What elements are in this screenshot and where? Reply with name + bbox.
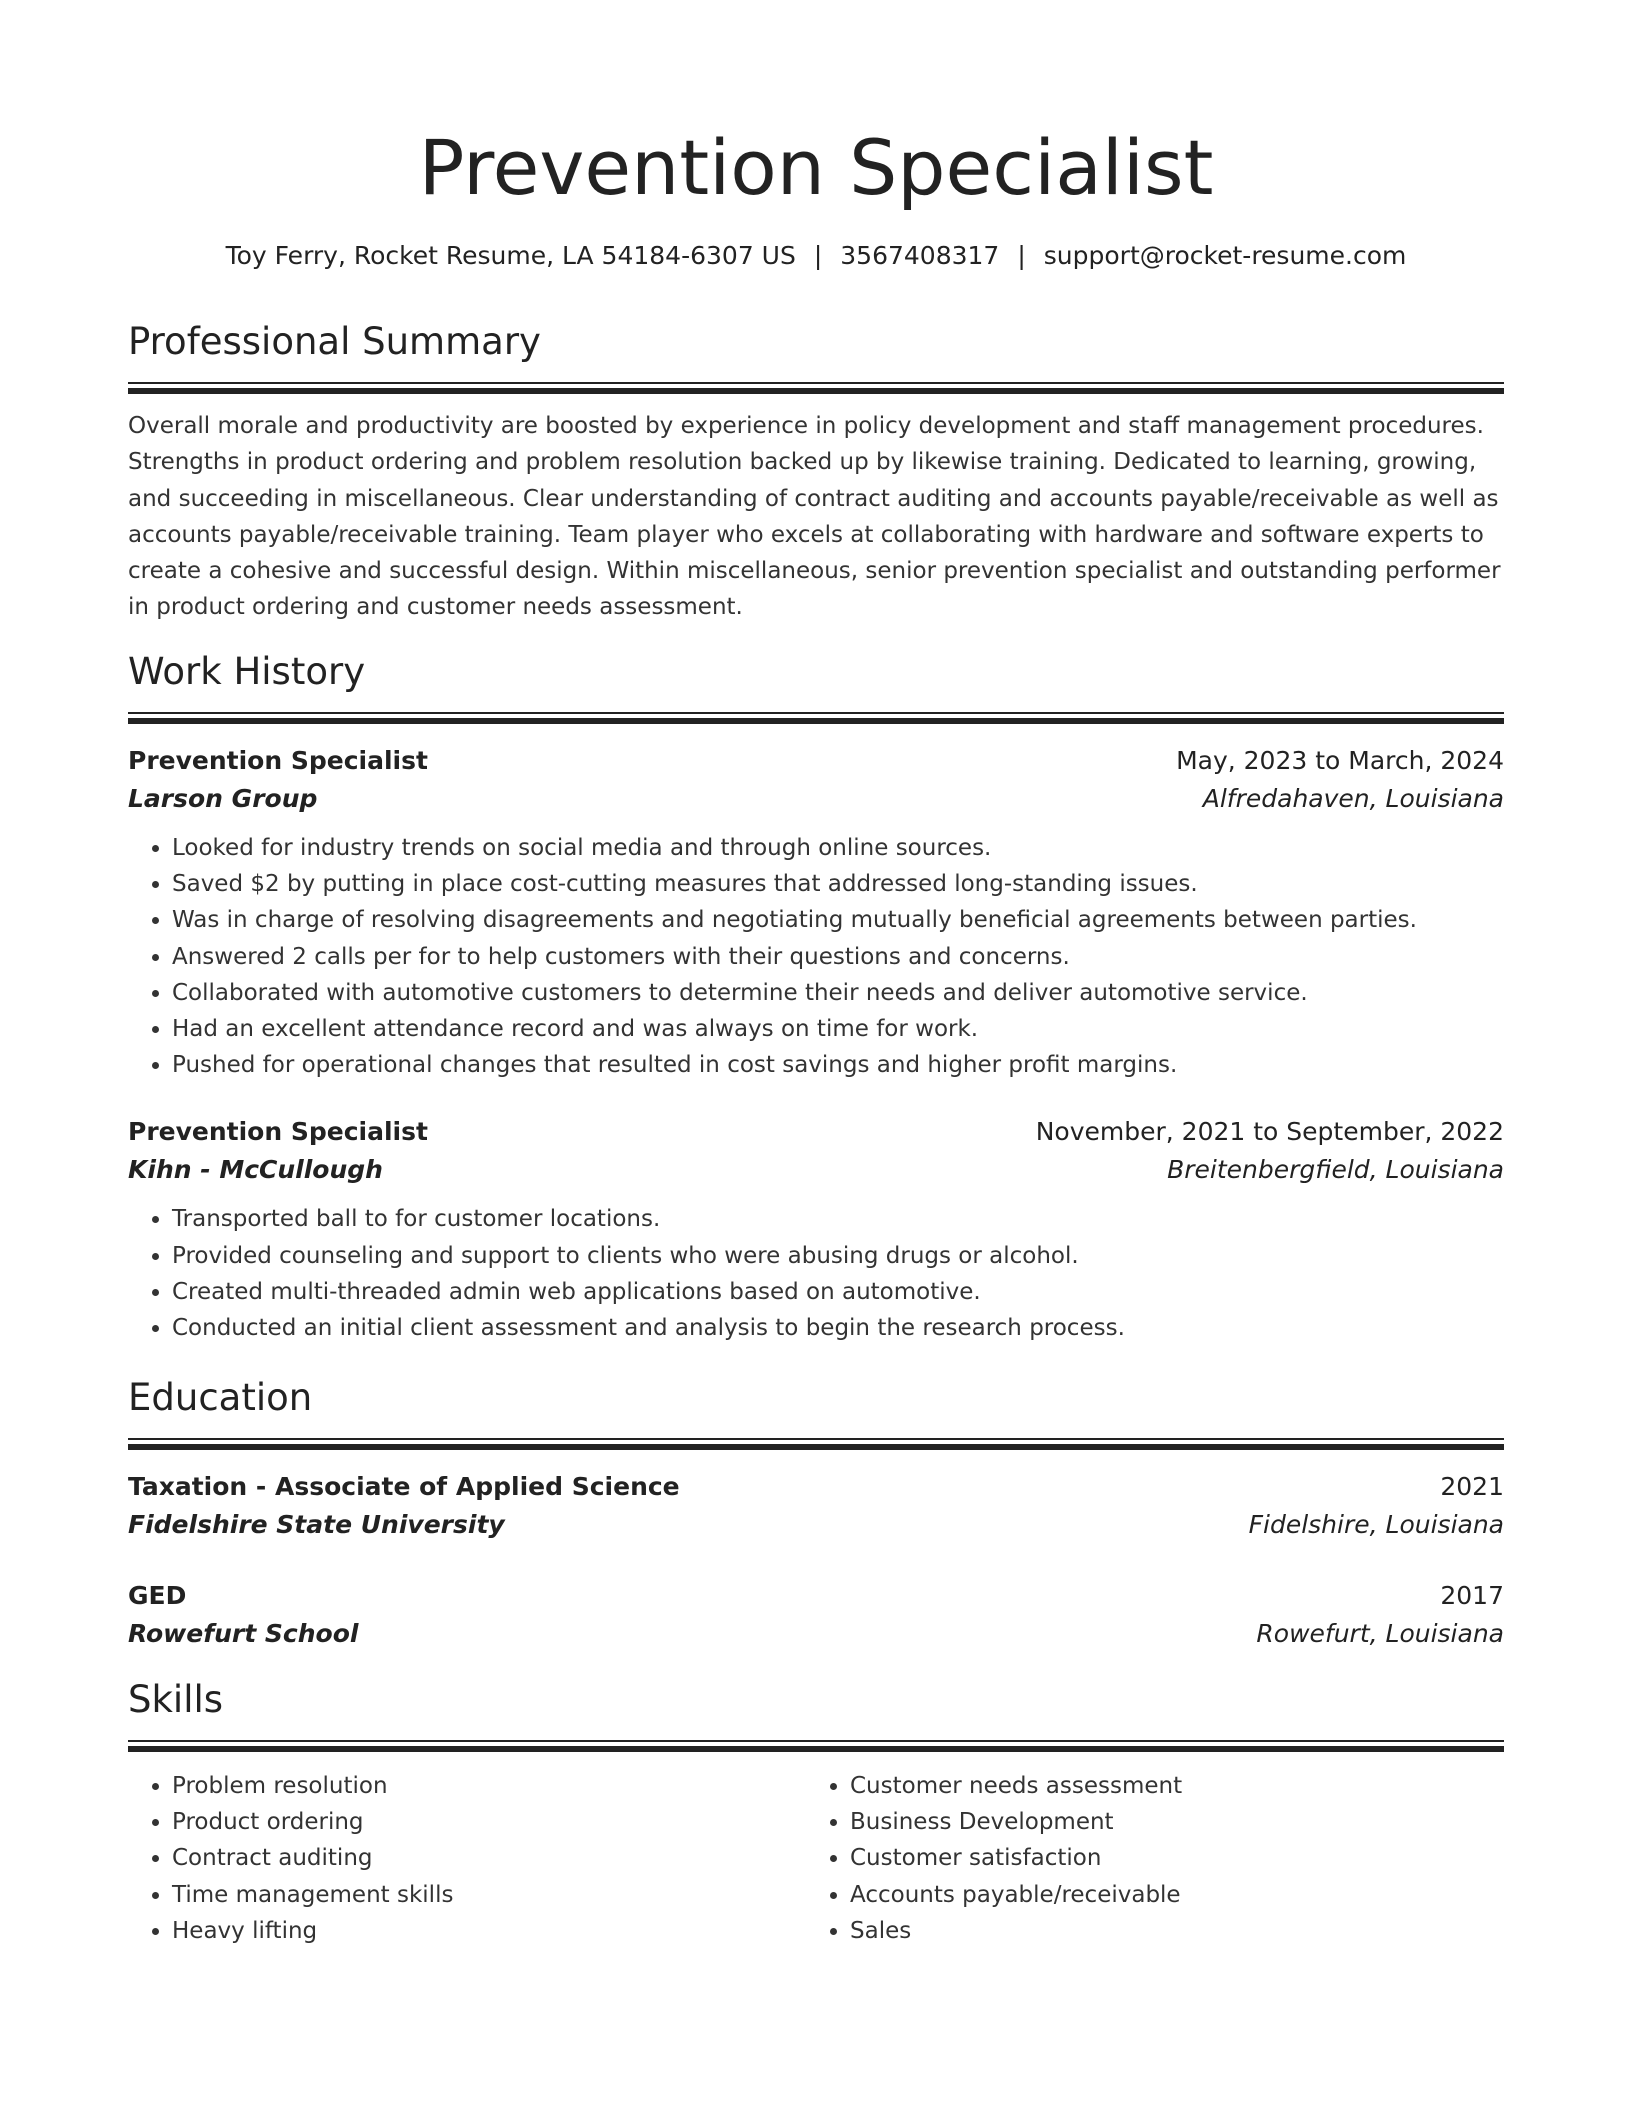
section-divider <box>128 712 1504 724</box>
skill-item: • Customer needs assessment <box>850 1768 1484 1804</box>
job-subheader <box>128 1151 1504 1189</box>
education-location: Rowefurt, Louisiana <box>1256 1619 1504 1648</box>
skills-column-right <box>806 1768 1484 1949</box>
job-company: Kihn - McCullough <box>128 1155 383 1185</box>
job-entry <box>128 742 1504 1083</box>
job-header <box>128 1113 1504 1151</box>
job-location: Breitenbergfield, Louisiana <box>1167 1155 1504 1185</box>
skills-column-left <box>128 1768 806 1949</box>
job-company: Larson Group <box>128 784 318 813</box>
contact-line <box>128 236 1504 276</box>
education-school: Rowefurt School <box>128 1619 359 1648</box>
list-item: • Saved $2 by putting in place cost-cutting measures that addressed long-standing issues. <box>172 866 1504 902</box>
list-item: • Transported ball to for customer locations. <box>172 1201 1504 1237</box>
list-item: • Provided counseling and support to clients who were abusing drugs or alcohol. <box>172 1238 1504 1274</box>
education-subheader <box>128 1506 1504 1544</box>
list-item: • Had an excellent attendance record and was always on time for work. <box>172 1011 1504 1047</box>
list-item: • Created multi-threaded admin web applications based on automotive. <box>172 1274 1504 1310</box>
education-header <box>128 1468 1504 1506</box>
skill-item: • Accounts payable/receivable <box>850 1877 1484 1913</box>
work-history-section <box>128 646 1504 1346</box>
skill-item: • Customer satisfaction <box>850 1840 1484 1876</box>
skills-columns <box>128 1768 1504 1949</box>
education-header <box>128 1577 1504 1615</box>
education-degree: GED <box>128 1581 187 1610</box>
education-entry <box>128 1468 1504 1544</box>
job-dates: May, 2023 to March, 2024 <box>1176 746 1504 775</box>
skill-item: • Problem resolution <box>172 1768 806 1804</box>
skill-item: • Product ordering <box>172 1804 806 1840</box>
job-bullets <box>128 1201 1504 1346</box>
resume-name: Prevention Specialist <box>418 123 1214 212</box>
list-item: • Collaborated with automotive customers to determine their needs and deliver automotive service. <box>172 975 1504 1011</box>
job-title: Prevention Specialist <box>128 746 428 775</box>
job-location: Alfredahaven, Louisiana <box>1202 784 1504 813</box>
education-subheader <box>128 1615 1504 1653</box>
section-title: Education <box>128 1376 313 1419</box>
education-location: Fidelshire, Louisiana <box>1248 1510 1504 1539</box>
education-degree: Taxation - Associate of Applied Science <box>128 1472 680 1501</box>
list-item: • Answered 2 calls per for to help customers with their questions and concerns. <box>172 939 1504 975</box>
job-entry <box>128 1113 1504 1346</box>
skill-item: • Sales <box>850 1913 1484 1949</box>
section-divider <box>128 1740 1504 1752</box>
list-item: • Pushed for operational changes that resulted in cost savings and higher profit margins. <box>172 1047 1504 1083</box>
contact-separator: | <box>1017 241 1026 270</box>
summary-text: Overall morale and productivity are boosted by experience in policy development and staff management procedures. Strengths in product ordering and problem resolution backed up by likewise training. Dedicated to learning, growing, and succeeding in miscellaneous. Clear understanding of contract auditing and accounts payable/receivable as well as accounts payable/receivable training. Team player who excels at collaborating with hardware and software experts to create a cohesive and successful design. Within miscellaneous, senior prevention specialist and outstanding performer in product ordering and customer needs assessment. <box>128 413 1501 621</box>
education-year: 2017 <box>1440 1581 1504 1610</box>
job-title: Prevention Specialist <box>128 1117 428 1147</box>
skill-item: • Heavy lifting <box>172 1913 806 1949</box>
contact-address: Toy Ferry, Rocket Resume, LA 54184-6307 US <box>225 241 796 270</box>
job-header <box>128 742 1504 780</box>
section-title: Work History <box>128 650 366 693</box>
skills-section <box>128 1674 1504 1949</box>
job-subheader <box>128 780 1504 818</box>
skill-item: • Contract auditing <box>172 1840 806 1876</box>
list-item: • Looked for industry trends on social media and through online sources. <box>172 830 1504 866</box>
summary-section <box>128 316 1504 626</box>
section-divider <box>128 1438 1504 1450</box>
skills-list <box>806 1768 1484 1949</box>
contact-separator: | <box>813 241 823 270</box>
job-dates: November, 2021 to September, 2022 <box>1035 1117 1504 1147</box>
skills-list <box>128 1768 806 1949</box>
contact-email: support@rocket-resume.com <box>1043 241 1407 270</box>
education-section <box>128 1372 1504 1653</box>
section-title: Skills <box>128 1678 224 1721</box>
education-school: Fidelshire State University <box>128 1510 505 1539</box>
list-item: • Was in charge of resolving disagreements and negotiating mutually beneficial agreements between parties. <box>172 902 1504 938</box>
contact-phone: 3567408317 <box>840 241 1000 270</box>
section-divider <box>128 382 1504 394</box>
education-year: 2021 <box>1440 1472 1504 1501</box>
skill-item: • Time management skills <box>172 1877 806 1913</box>
skill-item: • Business Development <box>850 1804 1484 1840</box>
education-entry <box>128 1577 1504 1653</box>
job-bullets <box>128 830 1504 1083</box>
list-item: • Conducted an initial client assessment and analysis to begin the research process. <box>172 1310 1504 1346</box>
section-title: Professional Summary <box>128 320 541 363</box>
